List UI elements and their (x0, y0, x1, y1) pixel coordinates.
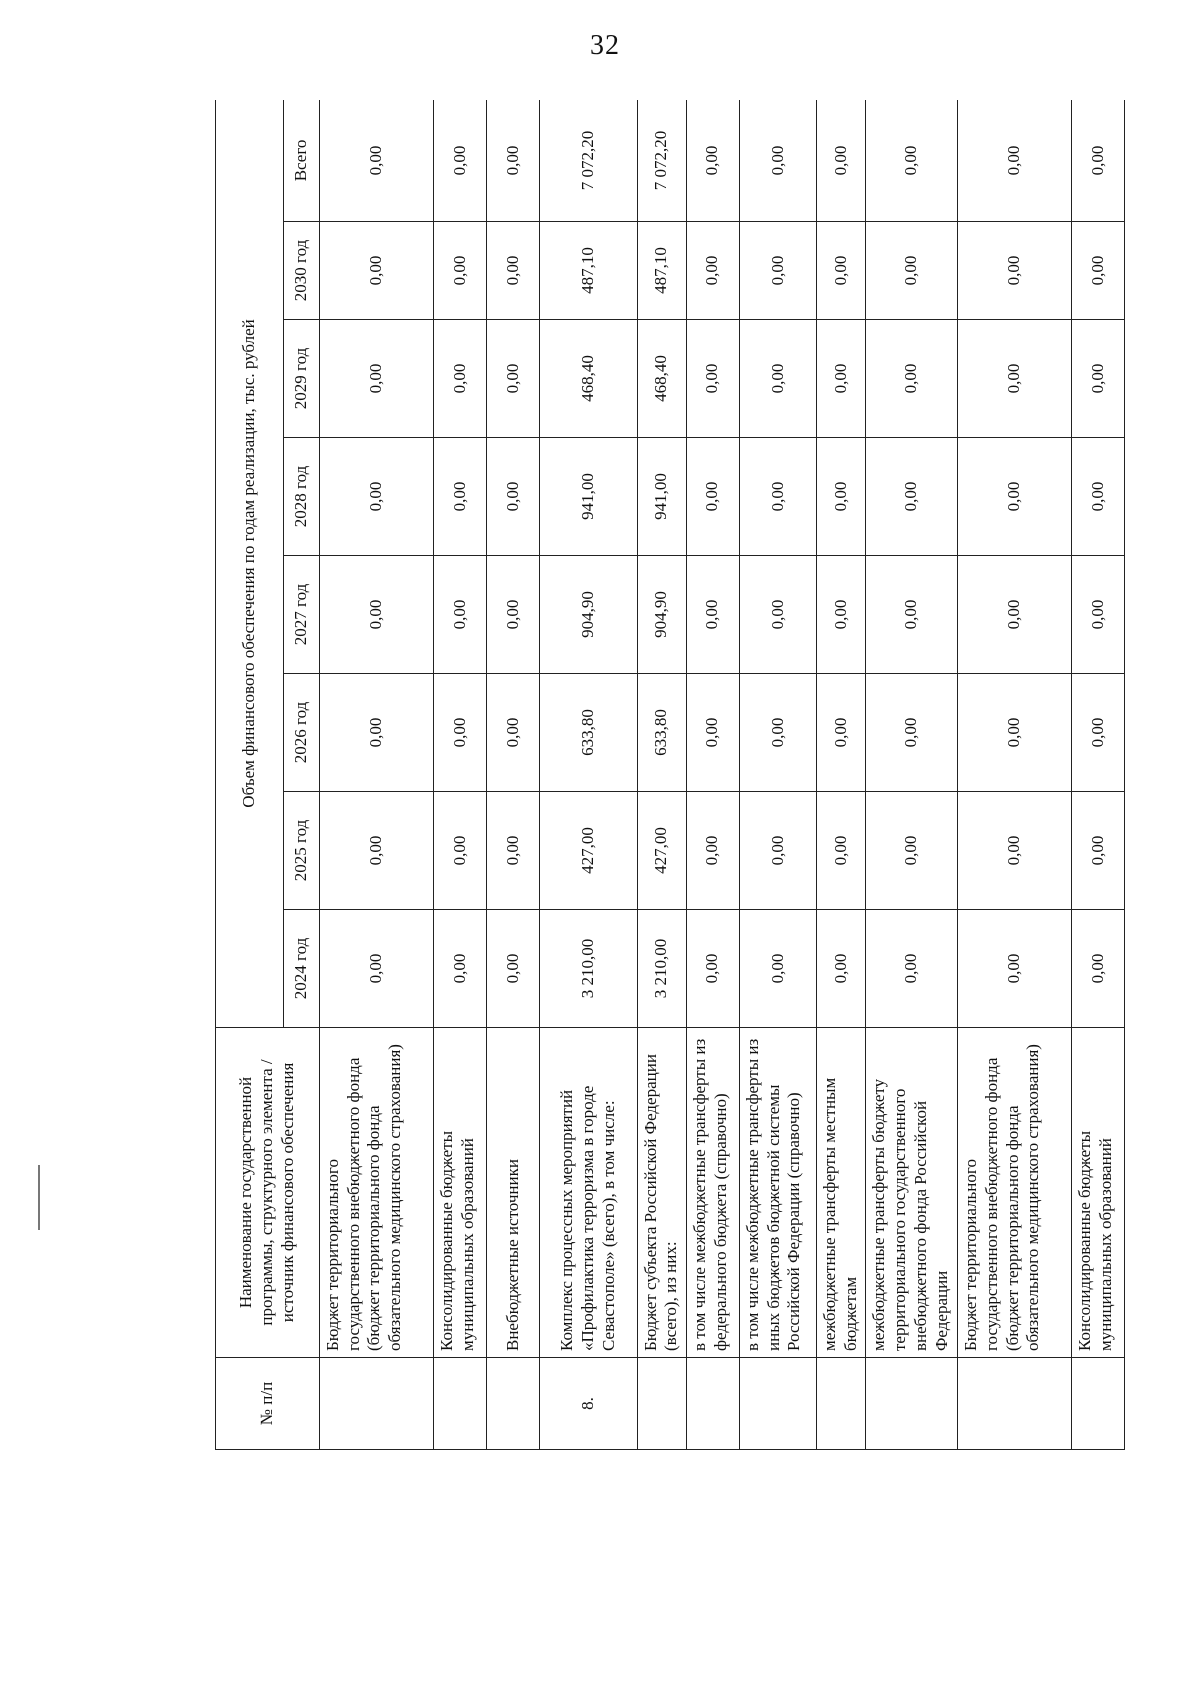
cell-value: 0,00 (320, 438, 434, 556)
cell-total: 0,00 (866, 100, 958, 222)
cell-value: 0,00 (486, 438, 539, 556)
cell-value: 0,00 (958, 792, 1072, 910)
cell-total: 7 072,20 (539, 100, 637, 222)
cell-value: 0,00 (433, 320, 486, 438)
cell-value: 0,00 (739, 438, 816, 556)
cell-value: 941,00 (637, 438, 686, 556)
cell-value: 3 210,00 (539, 910, 637, 1028)
cell-value: 0,00 (486, 222, 539, 320)
cell-total: 0,00 (433, 100, 486, 222)
cell-value: 0,00 (686, 320, 739, 438)
cell-total: 0,00 (1072, 100, 1125, 222)
cell-value: 0,00 (817, 438, 866, 556)
cell-value: 0,00 (320, 320, 434, 438)
row-name: межбюджетные трансферты бюджету территориального государственного внебюджетного фонда Российской Федерации (866, 1028, 958, 1358)
cell-value: 0,00 (1072, 792, 1125, 910)
header-year-2029: 2029 год (284, 320, 320, 438)
row-name: межбюджетные трансферты местным бюджетам (817, 1028, 866, 1358)
cell-value: 0,00 (739, 674, 816, 792)
row-num (433, 1358, 486, 1450)
header-year-2024: 2024 год (284, 910, 320, 1028)
table-row (1072, 100, 1125, 1450)
cell-value: 0,00 (739, 556, 816, 674)
cell-value: 0,00 (686, 222, 739, 320)
cell-value: 0,00 (817, 674, 866, 792)
row-name: Комплекс процессных мероприятий «Профилактика терроризма в городе Севастополе» (всего), в том числе: (539, 1028, 637, 1358)
row-name: Бюджет территориального государственного внебюджетного фонда (бюджет территориального фонда обязательного медицинского страхования) (320, 1028, 434, 1358)
cell-value: 0,00 (1072, 320, 1125, 438)
row-name: Бюджет субъекта Российской Федерации (всего), из них: (637, 1028, 686, 1358)
page-number: 32 (590, 30, 620, 61)
table-viewport (215, 100, 1125, 1450)
cell-value: 0,00 (817, 222, 866, 320)
header-group: Объем финансового обеспечения по годам реализации, тыс. рублей (216, 100, 284, 1028)
cell-value: 0,00 (486, 320, 539, 438)
header-year-2025: 2025 год (284, 792, 320, 910)
table-row (637, 100, 686, 1450)
cell-value: 0,00 (320, 910, 434, 1028)
cell-value: 427,00 (539, 792, 637, 910)
cell-value: 0,00 (817, 792, 866, 910)
cell-value: 0,00 (433, 556, 486, 674)
cell-value: 904,90 (637, 556, 686, 674)
row-name: в том числе межбюджетные трансферты из иных бюджетов бюджетной системы Российской Федерации (справочно) (739, 1028, 816, 1358)
cell-value: 0,00 (958, 438, 1072, 556)
cell-value: 0,00 (486, 556, 539, 674)
cell-value: 0,00 (866, 222, 958, 320)
row-name: в том числе межбюджетные трансферты из федерального бюджета (справочно) (686, 1028, 739, 1358)
table-row (686, 100, 739, 1450)
row-num (866, 1358, 958, 1450)
cell-value: 0,00 (486, 910, 539, 1028)
cell-value: 0,00 (433, 222, 486, 320)
cell-value: 0,00 (866, 674, 958, 792)
cell-value: 0,00 (320, 222, 434, 320)
cell-value: 427,00 (637, 792, 686, 910)
cell-value: 0,00 (739, 320, 816, 438)
row-num (637, 1358, 686, 1450)
cell-value: 487,10 (637, 222, 686, 320)
cell-value: 0,00 (433, 910, 486, 1028)
cell-value: 0,00 (958, 556, 1072, 674)
cell-value: 0,00 (320, 792, 434, 910)
cell-value: 0,00 (320, 556, 434, 674)
cell-value: 0,00 (320, 674, 434, 792)
cell-value: 0,00 (739, 792, 816, 910)
header-row-1 (216, 100, 284, 1450)
cell-value: 633,80 (637, 674, 686, 792)
cell-value: 0,00 (866, 792, 958, 910)
cell-value: 0,00 (866, 556, 958, 674)
cell-value: 0,00 (958, 320, 1072, 438)
cell-value: 0,00 (433, 438, 486, 556)
header-year-2026: 2026 год (284, 674, 320, 792)
table-row (433, 100, 486, 1450)
cell-value: 468,40 (637, 320, 686, 438)
financing-table (215, 100, 1125, 1450)
row-name: Бюджет территориального государственного внебюджетного фонда (бюджет территориального фонда обязательного медицинского страхования) (958, 1028, 1072, 1358)
row-num (486, 1358, 539, 1450)
cell-value: 0,00 (433, 674, 486, 792)
cell-value: 0,00 (686, 556, 739, 674)
cell-value: 0,00 (958, 222, 1072, 320)
header-year-2027: 2027 год (284, 556, 320, 674)
cell-value: 0,00 (817, 556, 866, 674)
cell-value: 0,00 (433, 792, 486, 910)
cell-value: 0,00 (486, 674, 539, 792)
cell-value: 0,00 (1072, 438, 1125, 556)
header-num: № п/п (216, 1358, 320, 1450)
cell-value: 487,10 (539, 222, 637, 320)
margin-mark (38, 1165, 40, 1230)
cell-value: 0,00 (817, 320, 866, 438)
table-row (539, 100, 637, 1450)
cell-value: 0,00 (866, 438, 958, 556)
table-row (866, 100, 958, 1450)
table-row (739, 100, 816, 1450)
row-num (739, 1358, 816, 1450)
cell-value: 0,00 (739, 910, 816, 1028)
row-num (1072, 1358, 1125, 1450)
cell-value: 0,00 (1072, 674, 1125, 792)
row-num (958, 1358, 1072, 1450)
table-row (958, 100, 1072, 1450)
cell-value: 941,00 (539, 438, 637, 556)
cell-value: 0,00 (739, 222, 816, 320)
cell-total: 0,00 (817, 100, 866, 222)
row-name: Консолидированные бюджеты муниципальных образований (433, 1028, 486, 1358)
header-year-2028: 2028 год (284, 438, 320, 556)
cell-total: 0,00 (958, 100, 1072, 222)
cell-value: 3 210,00 (637, 910, 686, 1028)
cell-value: 0,00 (817, 910, 866, 1028)
cell-value: 0,00 (686, 792, 739, 910)
cell-total: 0,00 (320, 100, 434, 222)
cell-value: 0,00 (1072, 910, 1125, 1028)
row-name: Внебюджетные источники (486, 1028, 539, 1358)
cell-total: 0,00 (686, 100, 739, 222)
cell-value: 0,00 (958, 910, 1072, 1028)
header-total: Всего (284, 100, 320, 222)
cell-total: 0,00 (486, 100, 539, 222)
cell-value: 468,40 (539, 320, 637, 438)
cell-value: 0,00 (866, 320, 958, 438)
cell-total: 7 072,20 (637, 100, 686, 222)
header-name: Наименование государственной программы, структурного элемента / источник финансового обеспечения (216, 1028, 320, 1358)
cell-value: 0,00 (686, 438, 739, 556)
cell-value: 0,00 (486, 792, 539, 910)
cell-value: 904,90 (539, 556, 637, 674)
header-year-2030: 2030 год (284, 222, 320, 320)
table-row (817, 100, 866, 1450)
table-row (486, 100, 539, 1450)
cell-value: 633,80 (539, 674, 637, 792)
cell-value: 0,00 (686, 910, 739, 1028)
cell-total: 0,00 (739, 100, 816, 222)
row-num (686, 1358, 739, 1450)
row-num (320, 1358, 434, 1450)
cell-value: 0,00 (866, 910, 958, 1028)
cell-value: 0,00 (958, 674, 1072, 792)
cell-value: 0,00 (1072, 222, 1125, 320)
cell-value: 0,00 (686, 674, 739, 792)
table-row (320, 100, 434, 1450)
cell-value: 0,00 (1072, 556, 1125, 674)
row-num (817, 1358, 866, 1450)
row-name: Консолидированные бюджеты муниципальных образований (1072, 1028, 1125, 1358)
row-num: 8. (539, 1358, 637, 1450)
